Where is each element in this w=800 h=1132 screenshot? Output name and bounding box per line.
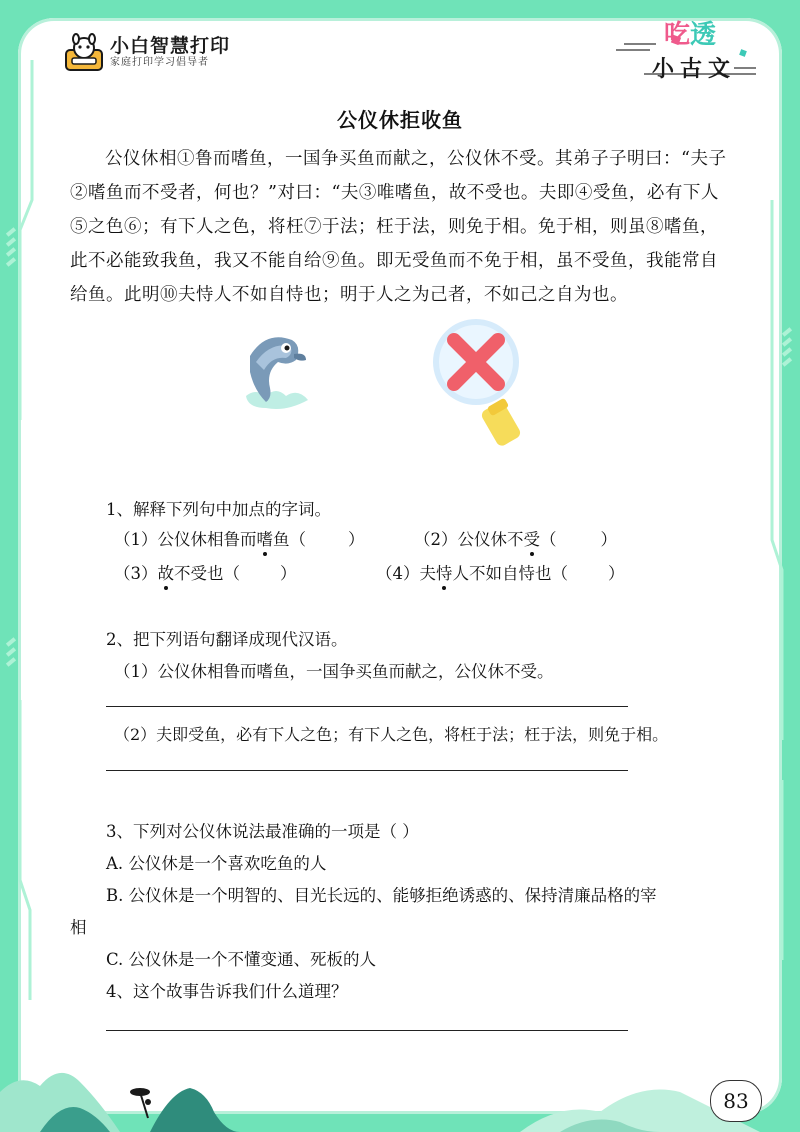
q1-item-2: [414, 526, 617, 550]
series-badge: [616, 14, 766, 80]
q4-prompt: 4、这个故事告诉我们什么道理？: [106, 982, 348, 1001]
q1-item-4-dotted-char: 恃: [436, 560, 453, 584]
q3-option-b[interactable]: B. 公仪休是一个明智的、目光长远的、能够拒绝诱惑的、保持清廉品格的宰: [106, 886, 657, 905]
q3-option-b-continued: 相: [70, 918, 87, 937]
q1-item-1-dotted-char: 嗜: [257, 526, 274, 550]
brand-logo: [64, 30, 230, 74]
classical-passage: 公仪休相①鲁而嗜鱼，一国争买鱼而献之，公仪休不受。其弟子子明曰：“夫子②嗜鱼而不受者，何也？”对曰：“夫③唯嗜鱼，故不受也。夫即④受鱼，必有下人⑤之色⑥；有下人之色，将枉⑦于法；枉于法，则免于相。免于相，则虽⑧嗜鱼，此不必能致我鱼，我又不能自给⑨鱼。即无受鱼而不免于相，虽不受鱼，我能常自给鱼。此明⑩夫恃人不如自恃也；明于人之为己者，不如己之自为也。: [70, 149, 727, 305]
q1-item-3: [114, 560, 297, 584]
q3-prompt: 3、下列对公仪休说法最准确的一项是（ ）: [106, 822, 419, 841]
q1-item-4-close: ）: [608, 564, 625, 583]
q2-answer-line-2[interactable]: [106, 770, 628, 771]
q1-item-3-post: 不受也（: [174, 564, 240, 583]
q1-item-2-post: （: [540, 530, 557, 549]
q1-item-1-close: ）: [348, 530, 365, 549]
q1-item-2-pre: （2）公仪休不: [414, 530, 524, 549]
q1-item-2-dotted-char: 受: [524, 526, 541, 550]
q1-item-4-pre: （4）夫: [376, 564, 436, 583]
q1-item-4: [376, 560, 625, 584]
brand-name: 小白智慧打印: [110, 35, 231, 58]
brand-tagline: 家庭打印学习倡导者: [110, 56, 209, 68]
q1-item-1-pre: （1）公仪休相鲁而: [114, 530, 257, 549]
mountain-landscape-icon: [0, 1022, 800, 1132]
page-title: 公仪休拒收鱼: [337, 108, 463, 132]
series-title: [664, 14, 716, 51]
q2-prompt: 2、把下列语句翻译成现代汉语。: [106, 630, 348, 649]
logo-mark-icon: [64, 32, 104, 72]
magnifier-cross-illustration-icon: [432, 318, 532, 454]
q1-item-2-close: ）: [600, 530, 617, 549]
right-edge-decoration: [760, 0, 800, 1132]
q2-item-1: （1）公仪休相鲁而嗜鱼，一国争买鱼而献之，公仪休不受。: [114, 662, 554, 681]
left-edge-decoration: [0, 0, 40, 1132]
q2-answer-line-1[interactable]: [106, 706, 628, 707]
fish-illustration-icon: [236, 326, 316, 422]
series-subtitle: 小古文: [652, 57, 737, 82]
q3-option-c[interactable]: C. 公仪休是一个不懂变通、死板的人: [106, 950, 377, 969]
q1-item-4-post: 人不如自恃也（: [452, 564, 568, 583]
q1-item-3-pre: （3）: [114, 564, 158, 583]
q2-item-2: （2）夫即受鱼，必有下人之色；有下人之色，将枉于法；枉于法，则免于相。: [114, 725, 669, 744]
q1-prompt: 1、解释下列句中加点的字词。: [106, 500, 331, 519]
page-number: 83: [710, 1080, 762, 1122]
q1-item-1-post: 鱼（: [273, 530, 306, 549]
q1-item-1: [114, 526, 365, 550]
q1-item-3-dotted-char: 故: [158, 560, 175, 584]
series-char-2: 透: [690, 20, 717, 50]
q1-item-3-close: ）: [280, 564, 297, 583]
q3-option-a[interactable]: A. 公仪休是一个喜欢吃鱼的人: [106, 854, 327, 873]
series-char-1: 吃: [664, 20, 691, 50]
